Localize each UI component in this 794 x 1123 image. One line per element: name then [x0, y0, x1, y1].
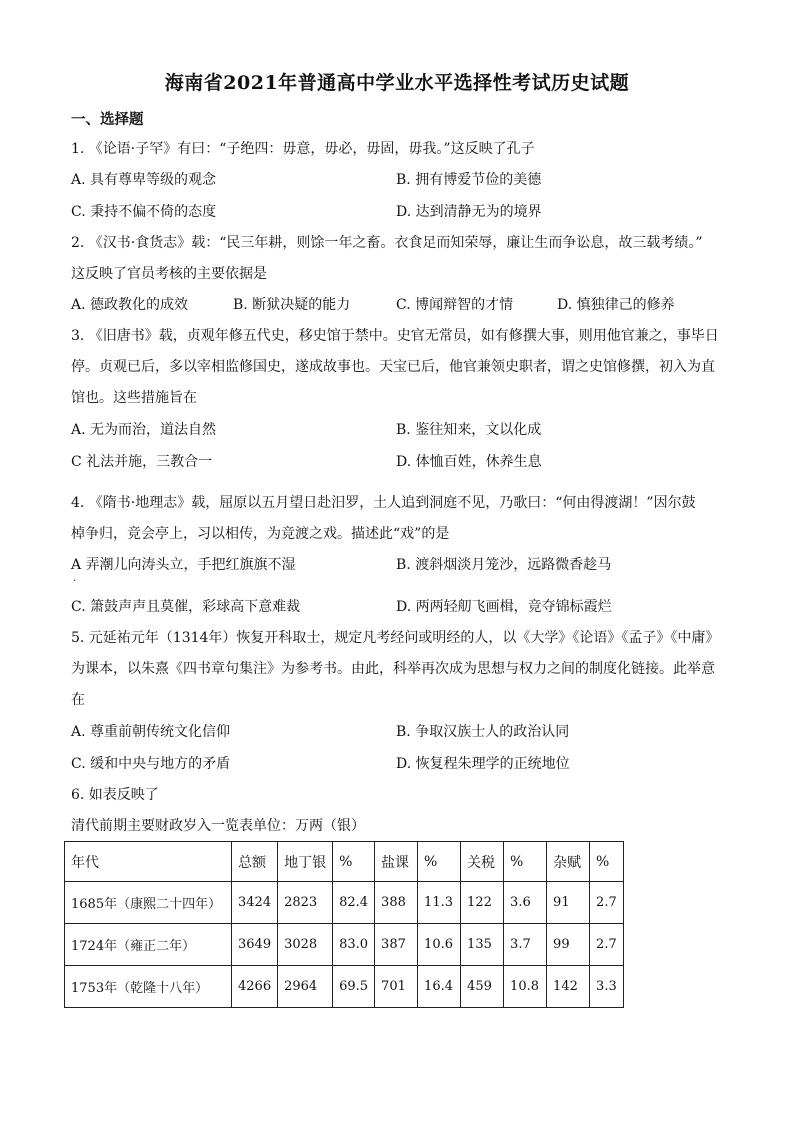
header-pct-2: % [418, 842, 461, 882]
question-1-option-d: D. 达到清静无为的境界 [396, 204, 542, 220]
cell: 122 [461, 882, 504, 924]
header-pct-3: % [504, 842, 547, 882]
cell: 3.3 [590, 966, 624, 1008]
question-3-option-b: B. 鉴往知来，文以化成 [396, 422, 542, 438]
cell: 459 [461, 966, 504, 1008]
question-3-option-d: D. 体恤百姓，休养生息 [396, 454, 542, 470]
cell: 3028 [278, 924, 333, 966]
header-pct-1: % [333, 842, 375, 882]
question-5-stem-line-1: 5. 元延祐元年（1314年）恢复开科取士，规定凡考经问或明经的人，以《大学》《论语》《孟子》《中庸》 [71, 630, 720, 646]
header-customs: 关税 [461, 842, 504, 882]
table-caption: 清代前期主要财政岁入一览表单位：万两（银） [71, 818, 365, 834]
question-2-option-c: C. 博闻辩智的才情 [396, 297, 514, 313]
question-4-option-d: D. 两两轻舠飞画楫，竞夺锦标霞烂 [396, 599, 612, 615]
question-3-option-c: C 礼法并施，三教合一 [71, 454, 213, 470]
section-heading: 一、选择题 [71, 111, 144, 128]
cell: 135 [461, 924, 504, 966]
cell: 387 [375, 924, 418, 966]
table-row [65, 924, 624, 966]
cell: 2.7 [590, 924, 624, 966]
question-5-option-a: A. 尊重前朝传统文化信仰 [71, 724, 231, 740]
cell: 3649 [232, 924, 278, 966]
cell: 4266 [232, 966, 278, 1008]
question-4-stem-line-1: 4. 《隋书·地理志》载，屈原以五月望日赴汨罗，土人追到洞庭不见，乃歌曰：“何由得渡湖！”因尔鼓 [71, 495, 696, 511]
question-5-stem-line-2: 为课本，以朱熹《四书章句集注》为参考书。由此，科举再次成为思想与权力之间的制度化链接。此举意 [71, 661, 715, 677]
question-3-option-a: A. 无为而治，道法自然 [71, 422, 217, 438]
cell: 2.7 [590, 882, 624, 924]
cell: 10.6 [418, 924, 461, 966]
question-2-option-d: D. 慎独律己的修养 [557, 297, 675, 313]
header-era: 年代 [65, 842, 232, 882]
cell: 11.3 [418, 882, 461, 924]
question-2-stem-line-1: 2. 《汉书·食货志》载：“民三年耕，则馀一年之畜。衣食足而知荣辱，廉让生而争讼息，故三载考绩。” [71, 235, 703, 251]
question-2-option-a: A. 德政教化的成效 [71, 297, 189, 313]
page-title: 海南省2021年普通高中学业水平选择性考试历史试题 [164, 72, 630, 94]
question-5-option-c: C. 缓和中央与地方的矛盾 [71, 756, 231, 772]
cell: 1753年（乾隆十八年） [65, 966, 232, 1008]
cell: 388 [375, 882, 418, 924]
question-5-option-d: D. 恢复程朱理学的正统地位 [396, 756, 570, 772]
question-1-option-a: A. 具有尊卑等级的观念 [71, 172, 217, 188]
cell: 1685年（康熙二十四年） [65, 882, 232, 924]
cell: 1724年（雍正二年） [65, 924, 232, 966]
question-1-option-c: C. 秉持不偏不倚的态度 [71, 204, 217, 220]
question-3-stem-line-2: 停。贞观已后，多以宰相监修国史，遂成故事也。天宝已后，他官兼领史职者，谓之史馆修撰，初入为直 [71, 359, 715, 375]
table-row [65, 882, 624, 924]
question-4-option-a: A 弄潮儿向涛头立，手把红旗旗不湿 [71, 557, 296, 573]
question-4-option-c: C. 箫鼓声声且莫催，彩球高下意难裁 [71, 599, 301, 615]
question-2-stem-line-2: 这反映了官员考核的主要依据是 [71, 266, 267, 282]
question-4-option-a-dot: · [73, 576, 77, 587]
question-3-stem-line-1: 3. 《旧唐书》载，贞观年修五代史，移史馆于禁中。史官无常员，如有修撰大事，则用他官兼之，事毕日 [71, 328, 719, 344]
cell: 99 [547, 924, 590, 966]
question-1-option-b: B. 拥有博爱节俭的美德 [396, 172, 542, 188]
table-row [65, 966, 624, 1008]
cell: 3.7 [504, 924, 547, 966]
cell: 3424 [232, 882, 278, 924]
question-4-stem-line-2: 棹争归，竞会亭上，习以相传，为竞渡之戏。描述此“戏”的是 [71, 526, 450, 542]
table-header-row [65, 842, 624, 882]
question-4-option-b: B. 渡斜烟淡月笼沙，远路微香趁马 [396, 557, 612, 573]
header-pct-4: % [590, 842, 624, 882]
question-1-stem: 1. 《论语·子罕》有曰：“子绝四：毋意，毋必，毋固，毋我。”这反映了孔子 [71, 141, 535, 157]
cell: 16.4 [418, 966, 461, 1008]
cell: 82.4 [333, 882, 375, 924]
cell: 142 [547, 966, 590, 1008]
header-total: 总额 [232, 842, 278, 882]
header-misc: 杂赋 [547, 842, 590, 882]
cell: 2823 [278, 882, 333, 924]
question-6-stem: 6. 如表反映了 [71, 787, 159, 803]
cell: 91 [547, 882, 590, 924]
question-5-option-b: B. 争取汉族士人的政治认同 [396, 724, 570, 740]
cell: 83.0 [333, 924, 375, 966]
question-5-stem-line-3: 在 [71, 692, 85, 708]
cell: 3.6 [504, 882, 547, 924]
cell: 69.5 [333, 966, 375, 1008]
header-salt: 盐课 [375, 842, 418, 882]
question-3-stem-line-3: 馆也。这些措施旨在 [71, 390, 197, 406]
revenue-table [64, 841, 624, 1008]
cell: 701 [375, 966, 418, 1008]
cell: 2964 [278, 966, 333, 1008]
question-2-option-b: B. 断狱决疑的能力 [233, 297, 351, 313]
cell: 10.8 [504, 966, 547, 1008]
header-diding: 地丁银 [278, 842, 333, 882]
